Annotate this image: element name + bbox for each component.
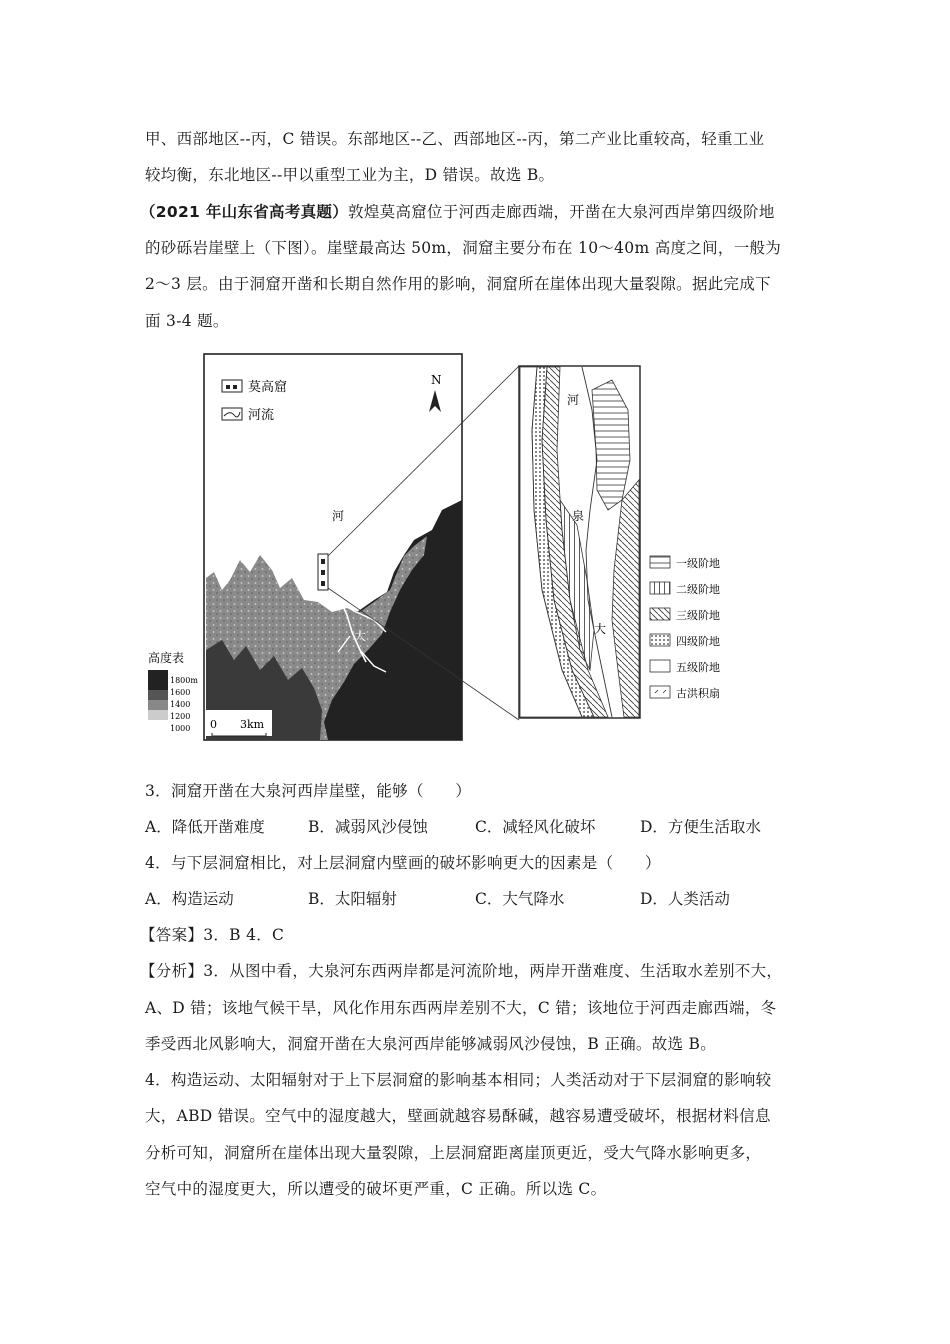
analysis-line: 4．构造运动、太阳辐射对于上下层洞窟的影响基本相同；人类活动对于下层洞窟的影响较	[145, 1071, 772, 1089]
analysis-line: 季受西北风影响大，洞窟开凿在大泉河西岸能够减弱风沙侵蚀，B 正确。故选 B。	[145, 1035, 717, 1053]
map-char-quan: 泉	[342, 571, 355, 585]
question-stem: 3．洞窟开凿在大泉河西岸崖壁，能够（ ）	[145, 782, 472, 800]
text-line: 较均衡，东北地区--甲以重型工业为主，D 错误。故选 B。	[145, 166, 555, 184]
question-option: A．降低开凿难度	[145, 818, 265, 836]
intro-line	[140, 201, 775, 223]
source-tag: （2021 年山东省高考真题）	[140, 203, 349, 221]
terrace-legend-label: 四级阶地	[676, 635, 720, 648]
height-value: 1800m	[170, 676, 198, 685]
text-line: 的砂砾岩崖壁上（下图）。崖壁最高达 50m，洞窟主要分布在 10～40m 高度之间，一般为	[145, 239, 782, 257]
analysis-line: 大，ABD 错误。空气中的湿度越大，壁画就越容易酥碱，越容易遭受破坏，根据材料信息	[145, 1107, 771, 1125]
map-svg	[142, 350, 782, 750]
map-char-da: 大	[354, 629, 367, 643]
terrace-legend	[650, 556, 720, 700]
detail-char-he: 河	[567, 393, 580, 407]
analysis-line: A、D 错；该地气候干旱，风化作用东西两岸差别不大，C 错；该地位于河西走廊西端，冬	[145, 999, 777, 1017]
detail-char-quan: 泉	[572, 509, 585, 523]
question-option: D．人类活动	[640, 890, 730, 908]
height-value: 1600	[170, 688, 191, 697]
legend-river-label: 河流	[248, 408, 275, 423]
scale-km: 3km	[240, 718, 265, 731]
map-char-he: 河	[332, 509, 345, 523]
detail-char-da: 大	[594, 622, 607, 636]
analysis-line: 【分析】3．从图中看，大泉河东西两岸都是河流阶地，两岸开凿难度、生活取水差别不大，	[140, 962, 783, 980]
question-stem: 4．与下层洞窟相比，对上层洞窟内壁画的破坏影响更大的因素是（ ）	[145, 854, 661, 872]
height-value: 1200	[170, 712, 191, 721]
terrace-legend-label: 五级阶地	[676, 661, 720, 674]
terrace-legend-label: 古洪积扇	[676, 687, 720, 700]
intro-text: 敦煌莫高窟位于河西走廊西端，开凿在大泉河西岸第四级阶地	[348, 203, 775, 221]
analysis-line: 空气中的湿度更大，所以遭受的破坏更严重，C 正确。所以选 C。	[145, 1180, 607, 1198]
terrace-legend-label: 二级阶地	[676, 583, 720, 596]
legend-cave-label: 莫高窟	[248, 380, 288, 395]
cave-legend-icon	[222, 380, 242, 392]
answer-line: 【答案】3．B 4．C	[140, 926, 285, 944]
terrace-legend-label: 三级阶地	[676, 609, 720, 622]
text-line: 2～3 层。由于洞窟开凿和长期自然作用的影响，洞窟所在崖体出现大量裂隙。据此完成下	[145, 275, 771, 293]
height-value: 1400	[170, 700, 191, 709]
question-option: B．太阳辐射	[308, 890, 397, 908]
height-legend-title: 高度表	[148, 651, 185, 665]
map-figure	[142, 350, 782, 750]
text-line: 面 3-4 题。	[145, 312, 229, 330]
question-option: C．大气降水	[475, 890, 565, 908]
scale-zero: 0	[210, 718, 217, 731]
question-option: A．构造运动	[145, 890, 234, 908]
analysis-line: 分析可知，洞窟所在崖体出现大量裂隙，上层洞窟距离崖顶更近，受大气降水影响更多，	[145, 1144, 762, 1162]
text-line: 甲、西部地区--丙，C 错误。东部地区--乙、西部地区--丙，第二产业比重较高，轻重工业	[145, 130, 765, 148]
height-value: 1000	[170, 724, 191, 733]
question-option: B．减弱风沙侵蚀	[308, 818, 428, 836]
terrace-legend-label: 一级阶地	[676, 557, 720, 570]
question-option: D．方便生活取水	[640, 818, 761, 836]
north-label: N	[431, 373, 442, 387]
question-option: C．减轻风化破坏	[475, 818, 596, 836]
